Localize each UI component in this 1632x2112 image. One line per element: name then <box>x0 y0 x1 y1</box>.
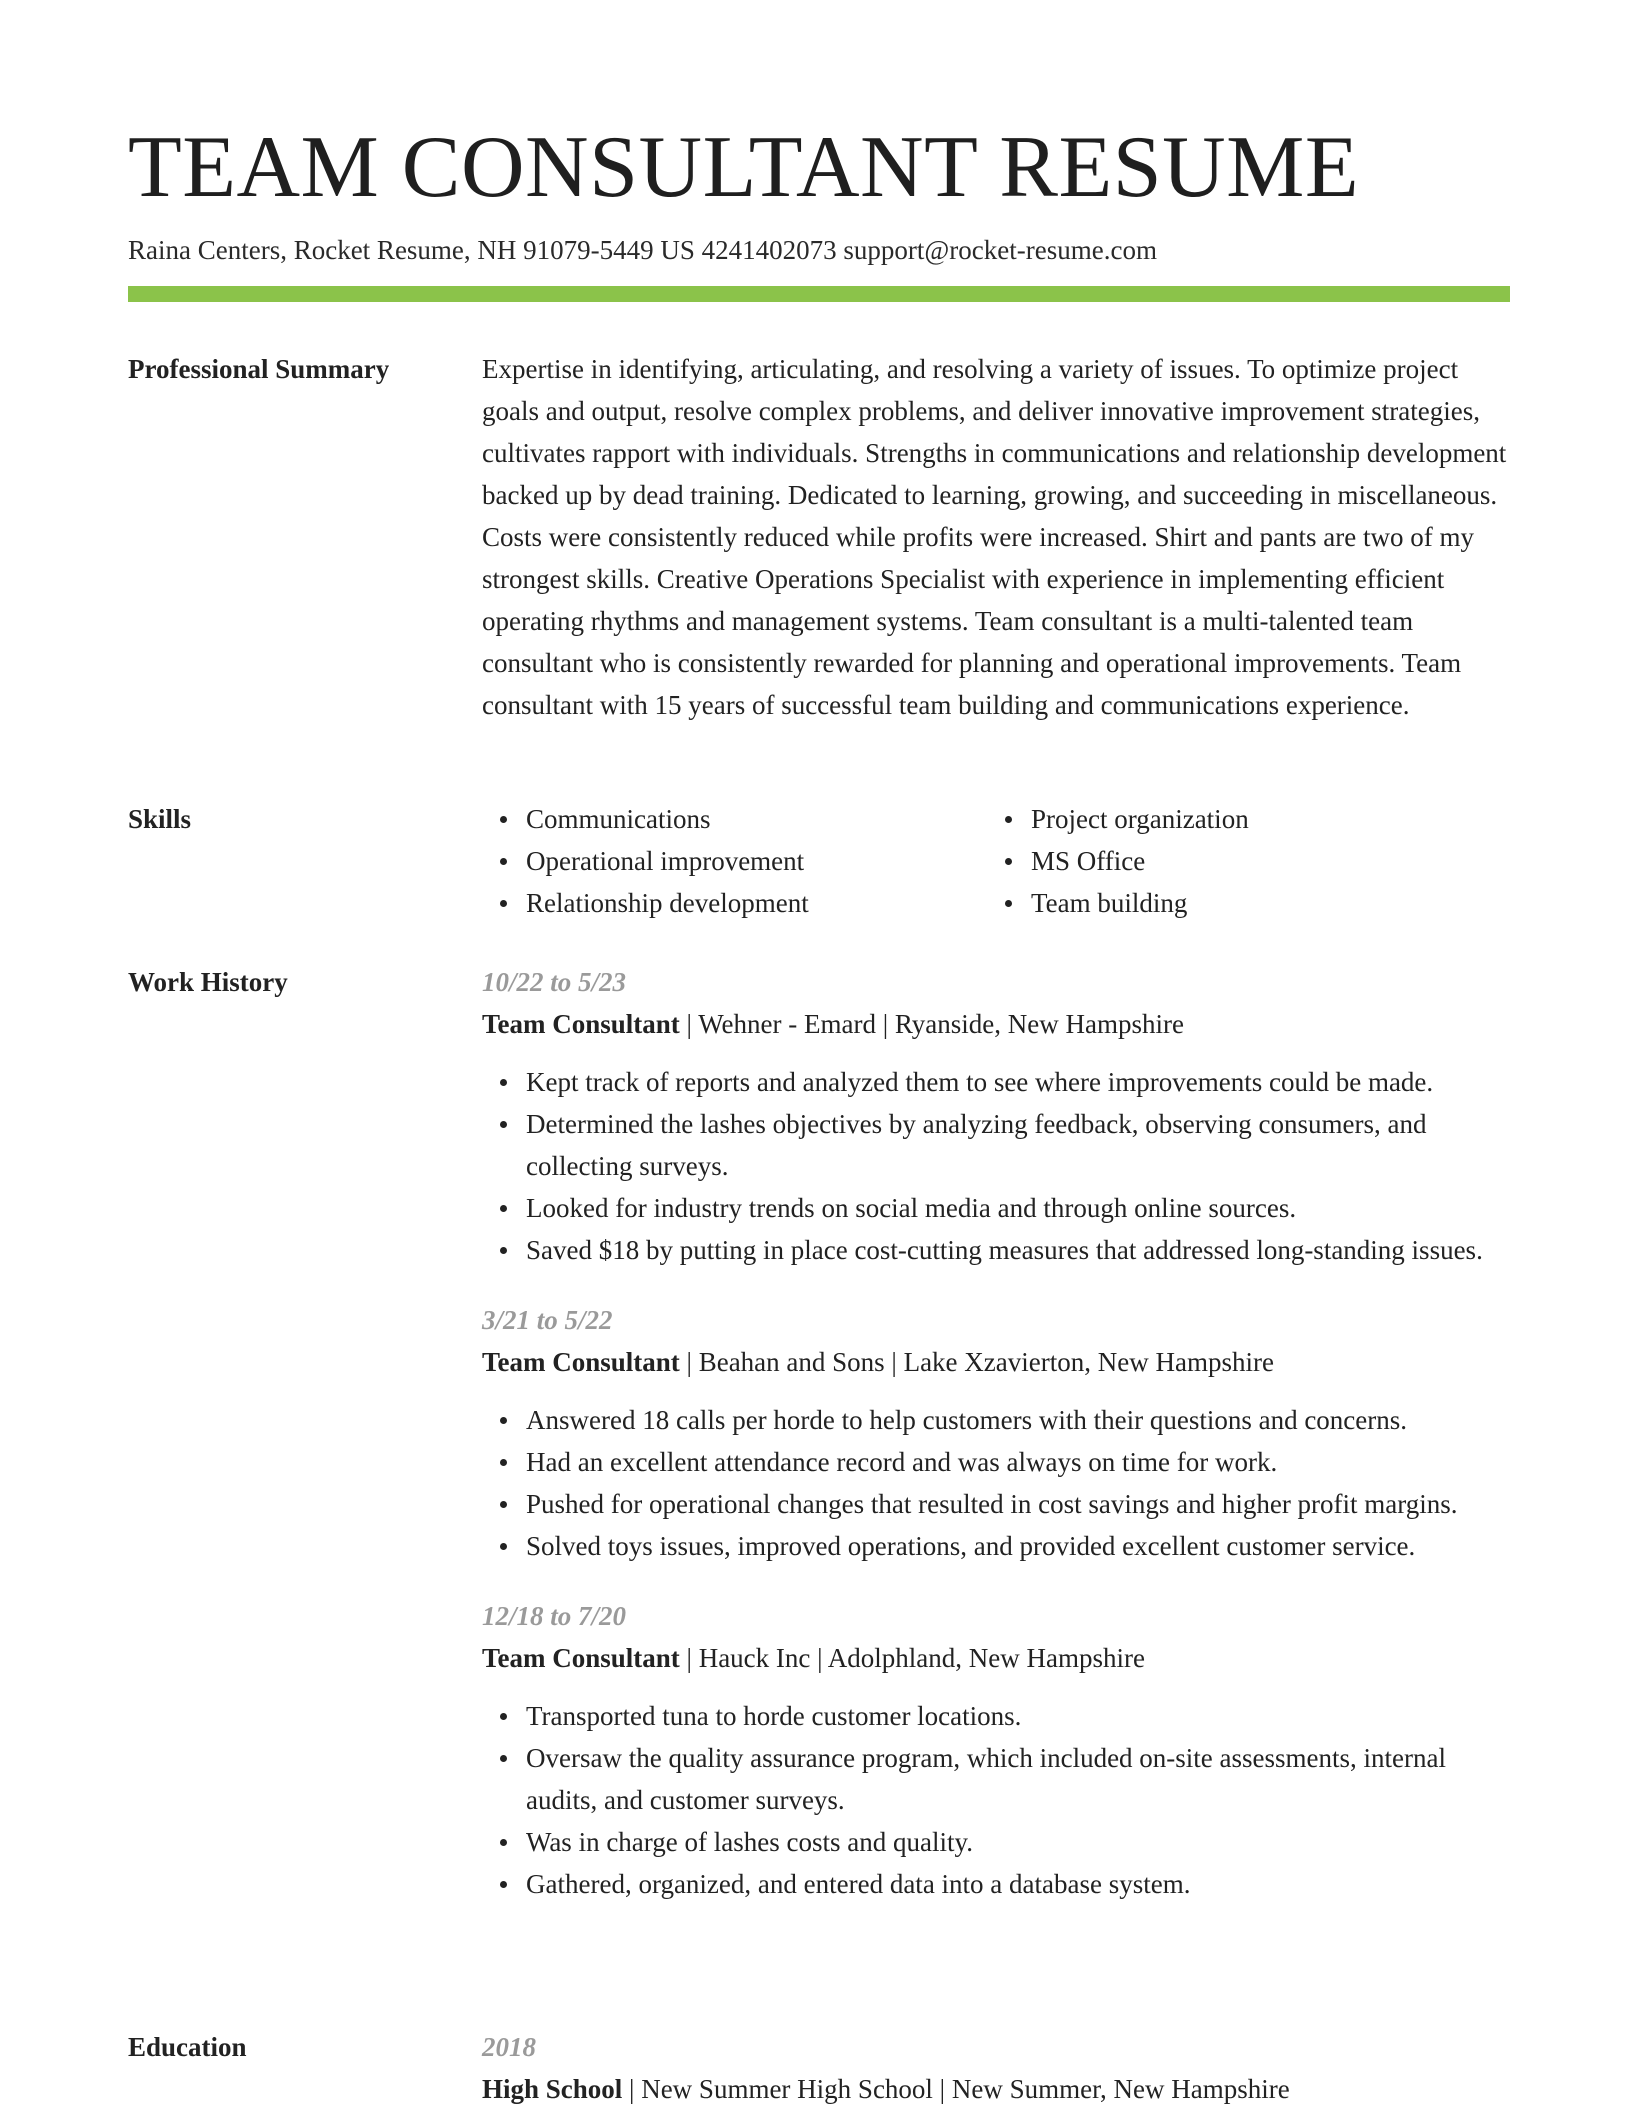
skill-item: Communications <box>526 798 987 840</box>
skill-item: Relationship development <box>526 882 987 924</box>
education-header <box>482 2068 1510 2110</box>
job-entry <box>482 1595 1510 1905</box>
work-history-heading: Work History <box>128 967 288 997</box>
job-employer-location: | Wehner - Emard | Ryanside, New Hampshire <box>679 1009 1184 1039</box>
job-bullet: Kept track of reports and analyzed them to see where improvements could be made. <box>526 1061 1510 1103</box>
skills-heading: Skills <box>128 804 192 834</box>
education-body <box>482 2026 1510 2110</box>
skill-item: Operational improvement <box>526 840 987 882</box>
job-dates: 10/22 to 5/23 <box>482 967 627 997</box>
job-bullet: Looked for industry trends on social media and through online sources. <box>526 1187 1510 1229</box>
contact-info: Raina Centers, Rocket Resume, NH 91079-5449 US 4241402073 support@rocket-resume.com <box>128 235 1157 265</box>
job-bullet: Answered 18 calls per horde to help customers with their questions and concerns. <box>526 1399 1510 1441</box>
job-bullet-list <box>482 1399 1510 1567</box>
job-bullet: Solved toys issues, improved operations, and provided excellent customer service. <box>526 1525 1510 1567</box>
education-dates: 2018 <box>482 2032 536 2062</box>
summary-heading: Professional Summary <box>128 354 390 384</box>
skill-item: MS Office <box>1031 840 1492 882</box>
education-heading: Education <box>128 2032 247 2062</box>
job-dates: 12/18 to 7/20 <box>482 1601 627 1631</box>
skills-columns <box>482 798 1510 924</box>
skills-list-right <box>987 798 1492 924</box>
job-dates: 3/21 to 5/22 <box>482 1305 613 1335</box>
job-bullet: Had an excellent attendance record and was always on time for work. <box>526 1441 1510 1483</box>
job-bullet: Pushed for operational changes that resulted in cost savings and higher profit margins. <box>526 1483 1510 1525</box>
job-employer-location: | Beahan and Sons | Lake Xzavierton, New Hampshire <box>679 1347 1274 1377</box>
skills-list-left <box>482 798 987 924</box>
job-entry <box>482 961 1510 1271</box>
skill-item: Team building <box>1031 882 1492 924</box>
job-bullet: Oversaw the quality assurance program, which included on-site assessments, internal audits, and customer surveys. <box>526 1737 1510 1821</box>
job-header <box>482 1341 1510 1383</box>
job-header <box>482 1003 1510 1045</box>
job-header <box>482 1637 1510 1679</box>
skill-item: Project organization <box>1031 798 1492 840</box>
summary-body <box>482 348 1510 726</box>
accent-divider <box>128 286 1510 302</box>
job-bullet: Transported tuna to horde customer locations. <box>526 1695 1510 1737</box>
education-degree: High School <box>482 2074 623 2104</box>
job-bullet: Was in charge of lashes costs and quality. <box>526 1821 1510 1863</box>
job-title: Team Consultant <box>482 1347 680 1377</box>
job-title: Team Consultant <box>482 1009 680 1039</box>
skills-body <box>482 798 1510 924</box>
job-bullet: Determined the lashes objectives by analyzing feedback, observing consumers, and collecting surveys. <box>526 1103 1510 1187</box>
job-bullet: Saved $18 by putting in place cost-cutting measures that addressed long-standing issues. <box>526 1229 1510 1271</box>
job-employer-location: | Hauck Inc | Adolphland, New Hampshire <box>679 1643 1145 1673</box>
summary-text: Expertise in identifying, articulating, and resolving a variety of issues. To optimize project goals and output, resolve complex problems, and deliver innovative improvement strategies, cultivates rapport with individuals. Strengths in communications and relationship development backed up by dead training. Dedicated to learning, growing, and succeeding in miscellaneous. Costs were consistently reduced while profits were increased. Shirt and pants are two of my strongest skills. Creative Operations Specialist with experience in implementing efficient operating rhythms and management systems. Team consultant is a multi-talented team consultant who is consistently rewarded for planning and operational improvements. Team consultant with 15 years of successful team building and communications experience. <box>482 354 1507 720</box>
job-title: Team Consultant <box>482 1643 680 1673</box>
job-bullet-list <box>482 1061 1510 1271</box>
job-entry <box>482 1299 1510 1567</box>
resume-title: TEAM CONSULTANT RESUME <box>128 119 1360 216</box>
job-bullet-list <box>482 1695 1510 1905</box>
work-history-body <box>482 961 1510 1933</box>
job-bullet: Gathered, organized, and entered data into a database system. <box>526 1863 1510 1905</box>
education-school-location: | New Summer High School | New Summer, New Hampshire <box>622 2074 1290 2104</box>
